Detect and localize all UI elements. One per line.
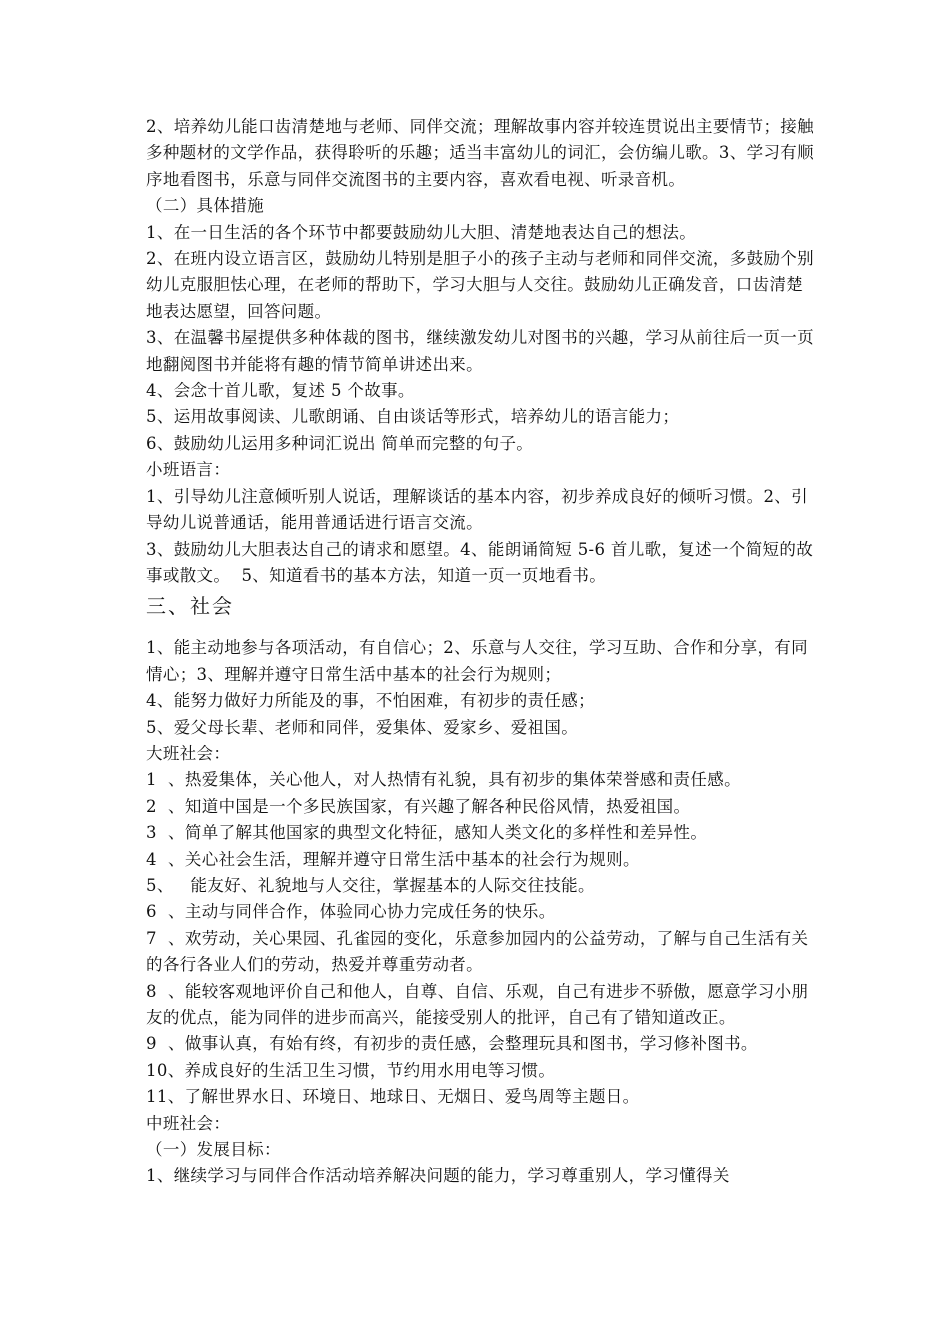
list-item: 9 、做事认真，有始有终，有初步的责任感，会整理玩具和图书，学习修补图书。 xyxy=(146,1034,758,1054)
paragraph: 3、鼓励幼儿大胆表达自己的请求和愿望。4、能朗诵简短 5-6 首儿歌，复述一个简短的故事或散文。 5、知道看书的基本方法，知道一页一页地看书。 xyxy=(146,539,814,585)
subsection-title: （一）发展目标： xyxy=(146,1140,281,1160)
paragraph: 2、培养幼儿能口齿清楚地与老师、同伴交流；理解故事内容并较连贯说出主要情节；接触多种题材的文学作品，获得聆听的乐趣；适当丰富幼儿的词汇，会仿编儿歌。3、学习有顺序地看图书，乐意与同伴交流图书的主要内容，喜欢看电视、听录音机。 xyxy=(146,117,814,189)
paragraph: 5、爱父母长辈、老师和同伴，爱集体、爱家乡、爱祖国。 xyxy=(146,717,579,737)
subsection-title: （二）具体措施 xyxy=(146,196,264,216)
list-item: 2 、知道中国是一个多民族国家，有兴趣了解各种民俗风情，热爱祖国。 xyxy=(146,796,691,816)
list-item: 6 、主动与同伴合作，体验同心协力完成任务的快乐。 xyxy=(146,902,556,922)
paragraph: 1、能主动地参与各项活动，有自信心；2、乐意与人交往，学习互助、合作和分享，有同情心；3、理解并遵守日常生活中基本的社会行为规则； xyxy=(146,638,808,684)
list-item: 7 、欢劳动，关心果园、孔雀园的变化，乐意参加园内的公益劳动，了解与自己生活有关的各行各业人们的劳动，热爱并尊重劳动者。 xyxy=(146,928,809,975)
document-page xyxy=(146,114,818,1190)
list-item: 1 、热爱集体，关心他人，对人热情有礼貌，具有初步的集体荣誉感和责任感。 xyxy=(146,770,741,790)
paragraph: 4、会念十首儿歌，复述 5 个故事。 xyxy=(146,381,415,401)
list-item: 3 、简单了解其他国家的典型文化特征，感知人类文化的多样性和差异性。 xyxy=(146,823,708,843)
list-item: 5、 能友好、礼貌地与人交往，掌握基本的人际交往技能。 xyxy=(146,875,595,895)
paragraph: 5、运用故事阅读、儿歌朗诵、自由谈话等形式，培养幼儿的语言能力； xyxy=(146,407,680,427)
paragraph: 3、在温馨书屋提供多种体裁的图书，继续激发幼儿对图书的兴趣，学习从前往后一页一页地翻阅图书并能将有趣的情节简单讲述出来。 xyxy=(146,328,814,374)
list-item: 4 、关心社会生活，理解并遵守日常生活中基本的社会行为规则。 xyxy=(146,849,640,869)
paragraph: 4、能努力做好力所能及的事，不怕困难，有初步的责任感； xyxy=(146,691,595,711)
paragraph: 1、引导幼儿注意倾听别人说话，理解谈话的基本内容，初步养成良好的倾听习惯。2、引导幼儿说普通话，能用普通话进行语言交流。 xyxy=(146,486,808,533)
subsection-title: 中班社会： xyxy=(146,1113,231,1133)
paragraph: 1、继续学习与同伴合作活动培养解决问题的能力，学习尊重别人，学习懂得关 xyxy=(146,1166,730,1186)
paragraph: 2、在班内设立语言区，鼓励幼儿特别是胆子小的孩子主动与老师和同伴交流，多鼓励个别幼儿克服胆怯心理，在老师的帮助下，学习大胆与人交往。鼓励幼儿正确发音，口齿清楚地表达愿望，回答问题。 xyxy=(146,249,814,321)
subsection-title: 小班语言： xyxy=(146,460,231,480)
list-item: 10、养成良好的生活卫生习惯，节约用水用电等习惯。 xyxy=(146,1060,556,1080)
list-item: 11、了解世界水日、环境日、地球日、无烟日、爱鸟周等主题日。 xyxy=(146,1087,640,1107)
paragraph: 1、在一日生活的各个环节中都要鼓励幼儿大胆、清楚地表达自己的想法。 xyxy=(146,222,697,242)
paragraph: 6、鼓励幼儿运用多种词汇说出 简单而完整的句子。 xyxy=(146,433,534,453)
subsection-title: 大班社会： xyxy=(146,743,231,763)
list-item: 8 、能较客观地评价自己和他人，自尊、自信、乐观，自己有进步不骄傲，愿意学习小朋友的优点，能为同伴的进步而高兴，能接受别人的批评，自己有了错知道改正。 xyxy=(146,981,809,1027)
section-heading: 三、社会 xyxy=(146,594,234,619)
